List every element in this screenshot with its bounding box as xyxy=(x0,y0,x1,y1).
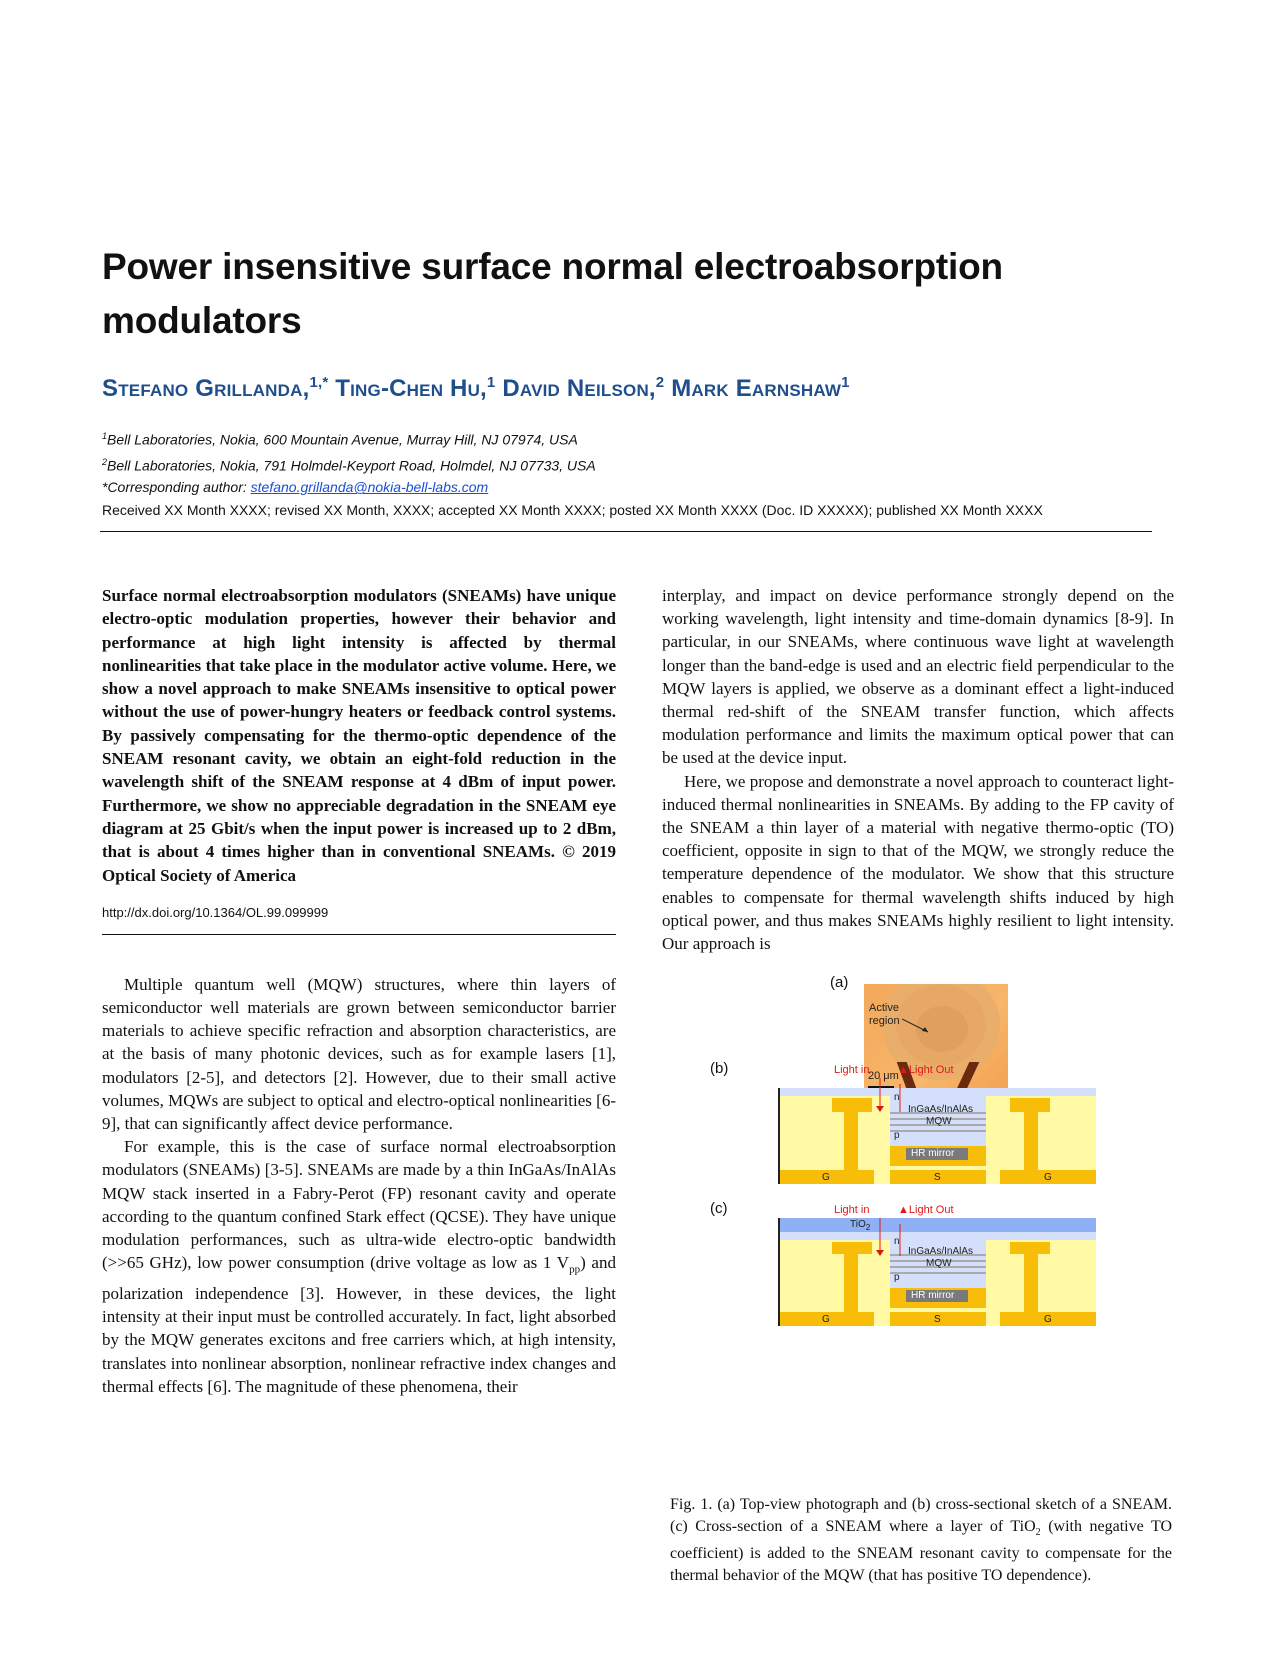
email-link[interactable]: stefano.grillanda@nokia-bell-labs.com xyxy=(250,479,489,496)
tio2-layer xyxy=(780,1218,1096,1232)
right-paragraph-2: Here, we propose and demonstrate a novel approach to counteract light-induced thermal nonlinearities in SNEAMs. By adding to the FP cavity of the SNEAM a thin layer of a material with negative thermo-optic (TO) coefficient, opposite in sign to that of the MQW, we strongly reduce the temperature dependence of the modulator. We show that this structure enables to compensate for thermal wavelength shifts induced by high optical power, and thus makes SNEAMs highly resilient to light intensity. Our approach is xyxy=(662,771,1174,954)
author-sup: 1,* xyxy=(309,374,329,391)
author-sup: 2 xyxy=(655,374,665,391)
light-arrows-icon xyxy=(876,1078,906,1114)
left-column xyxy=(102,584,616,1398)
hr-mirror-label: HR mirror xyxy=(911,1290,955,1301)
subscript: 2 xyxy=(865,1222,871,1232)
affiliation-1 xyxy=(102,425,596,451)
light-in-label: Light in xyxy=(834,1204,870,1216)
p-label: p xyxy=(894,1272,900,1283)
author-sup: 1 xyxy=(841,374,850,391)
light-in-label: Light in xyxy=(834,1064,870,1076)
light-out-text: Light Out xyxy=(908,1204,954,1216)
light-out-label: ▲Light Out xyxy=(898,1064,954,1076)
header-divider xyxy=(100,531,1152,532)
affiliation-sup: 1 xyxy=(102,431,108,441)
n-label: n xyxy=(894,1092,900,1103)
s-label: S xyxy=(934,1172,941,1183)
mqw-line xyxy=(890,1272,986,1274)
mqw-label-1: InGaAs/InAlAs xyxy=(908,1246,974,1257)
affiliation-text: Bell Laboratories, Nokia, 791 Holmdel-Keyport Road, Holmdel, NJ 07733, USA xyxy=(107,457,596,474)
ground-via xyxy=(1024,1242,1038,1316)
hr-mirror-label: HR mirror xyxy=(911,1148,955,1159)
caption-text: Fig. 1. (a) Top-view photograph and (b) cross-sectional sketch of a SNEAM. (c) Cross-section of a SNEAM where a layer of TiO xyxy=(670,1496,1172,1535)
n-label: n xyxy=(894,1236,900,1247)
g-label: G xyxy=(822,1314,830,1325)
tio2-text: TiO xyxy=(850,1219,866,1230)
affiliation-text: Bell Laboratories, Nokia, 600 Mountain Avenue, Murray Hill, NJ 07974, USA xyxy=(107,431,578,448)
paragraph-text: For example, this is the case of surface normal electroabsorption modulators (SNEAMs) [3-5]. SNEAMs are made by a thin InGaAs/InAlAs MQW stack inserted in a Fabry-Perot (FP) resonant cavity and operate according to the quantum confined Stark effect (QCSE). They have unique modulation performances, such as ultra-wide electro-optic bandwidth (>>65 GHz), low power consumption (drive voltage as low as 1 V xyxy=(102,1137,616,1273)
author-sup: 1 xyxy=(486,374,496,391)
top-layer xyxy=(780,1232,1096,1240)
author-name: Ting-Chen Hu, xyxy=(335,375,487,402)
right-paragraph-1: interplay, and impact on device performance strongly depend on the working wavelength, light intensity and time-domain dynamics [8-9]. In particular, in our SNEAMs, where continuous wave light at wavelength longer than the band-edge is used and an electric field perpendicular to the MQW layers is applied, we observe as a dominant effect a light-induced thermal red-shift of the SNEAM transfer function, which affects modulation performance and limits the maximum optical power that can be used at the device input. xyxy=(662,586,1174,768)
top-layer xyxy=(780,1088,1096,1096)
g-label: G xyxy=(1044,1314,1052,1325)
panel-label-a: (a) xyxy=(830,974,849,991)
figure-caption xyxy=(670,1494,1172,1586)
caption-text: (with negative TO coefficient) is added to the SNEAM resonant cavity to compensate for the thermal behavior of the MQW (that has positive TO dependence). xyxy=(670,1517,1172,1584)
affiliation-sup: 2 xyxy=(102,456,108,467)
g-label: G xyxy=(1044,1172,1052,1183)
ground-via xyxy=(1024,1098,1038,1174)
arrow-icon xyxy=(902,1018,932,1036)
corresponding-author xyxy=(102,476,596,498)
author-list xyxy=(102,374,850,403)
affiliations xyxy=(102,425,596,498)
affiliation-2 xyxy=(102,451,596,477)
label-line: Active xyxy=(869,1002,899,1014)
light-out-text: Light Out xyxy=(908,1064,954,1076)
ground-via xyxy=(844,1098,858,1174)
p-label: p xyxy=(894,1130,900,1141)
active-region-label xyxy=(869,1002,900,1028)
right-column xyxy=(662,584,1174,955)
figure-1 xyxy=(710,974,1100,1504)
mqw-line xyxy=(890,1130,986,1132)
g-label: G xyxy=(822,1172,830,1183)
subscript: pp xyxy=(569,1263,581,1276)
paper-title xyxy=(102,240,1182,348)
cross-section-b xyxy=(778,1088,1096,1184)
light-arrows-icon xyxy=(876,1218,906,1258)
cross-section-c xyxy=(778,1218,1096,1326)
label-line: region xyxy=(869,1015,900,1027)
ground-via xyxy=(844,1242,858,1316)
panel-label-b: (b) xyxy=(710,1060,729,1077)
title-line-1: Power insensitive surface normal electroabsorption xyxy=(102,246,1003,287)
doi-link[interactable]: http://dx.doi.org/10.1364/OL.99.099999 xyxy=(102,904,329,920)
abstract: Surface normal electroabsorption modulators (SNEAMs) have unique electro-optic modulation properties, however their behavior and performance at high light intensity is affected by thermal nonlinearities that take place in the modulator active volume. Here, we show a novel approach to make SNEAMs insensitive to optical power without the use of power-hungry heaters or feedback control systems. By passively compensating for the thermo-optic dependence of the SNEAM resonant cavity, we obtain an eight-fold reduction in the wavelength shift of the SNEAM response at 4 dBm of input power. Furthermore, we show no appreciable degradation in the SNEAM eye diagram at 25 Gbit/s when the input power is increased up to 2 dBm, that is about 4 times higher than in conventional SNEAMs. © 2019 Optical Society of America xyxy=(102,586,616,885)
intro-paragraph-1: Multiple quantum well (MQW) structures, where thin layers of semiconductor well materials are grown between semiconductor barrier materials to achieve specific refraction and absorption characteristics, are at the basis of many photonic devices, such as for example lasers [1], modulators [2-5], and detectors [2]. However, due to their small active volumes, MQWs are subject to optical and electro-optical nonlinearities [6-9], that can significantly affect device performance. xyxy=(102,974,616,1134)
scale-label: 20 μm xyxy=(868,1070,899,1082)
panel-label-c: (c) xyxy=(710,1200,728,1217)
mqw-label-2: MQW xyxy=(926,1258,952,1269)
corresponding-label: *Corresponding author: xyxy=(102,479,251,496)
received-dates: Received XX Month XXXX; revised XX Month, XXXX; accepted XX Month XXXX; posted XX Month XXXX (Doc. ID XXXXX); published XX Month XXXX xyxy=(102,502,1043,518)
author-name: Mark Earnshaw xyxy=(671,375,842,402)
author-name: Stefano Grillanda, xyxy=(102,375,310,402)
subscript: 2 xyxy=(1035,1526,1041,1538)
tio2-label xyxy=(850,1219,870,1232)
title-line-2: modulators xyxy=(102,300,302,341)
paragraph-text: ) and polarization independence [3]. However, in these devices, the light intensity at their input must be controlled accurately. In fact, light absorbed by the MQW generates excitons and free carriers which, at high intensity, translates into nonlinear absorption, nonlinear refractive index changes and thermal effects [6]. The magnitude of these phenomena, their xyxy=(102,1253,616,1396)
intro-paragraph-2 xyxy=(102,1135,616,1398)
s-label: S xyxy=(934,1314,941,1325)
author-name: David Neilson, xyxy=(502,375,656,402)
light-out-label: ▲Light Out xyxy=(898,1204,954,1216)
mqw-label-2: MQW xyxy=(926,1116,952,1127)
abstract-divider xyxy=(102,934,616,935)
mqw-label-1: InGaAs/InAlAs xyxy=(908,1104,974,1115)
